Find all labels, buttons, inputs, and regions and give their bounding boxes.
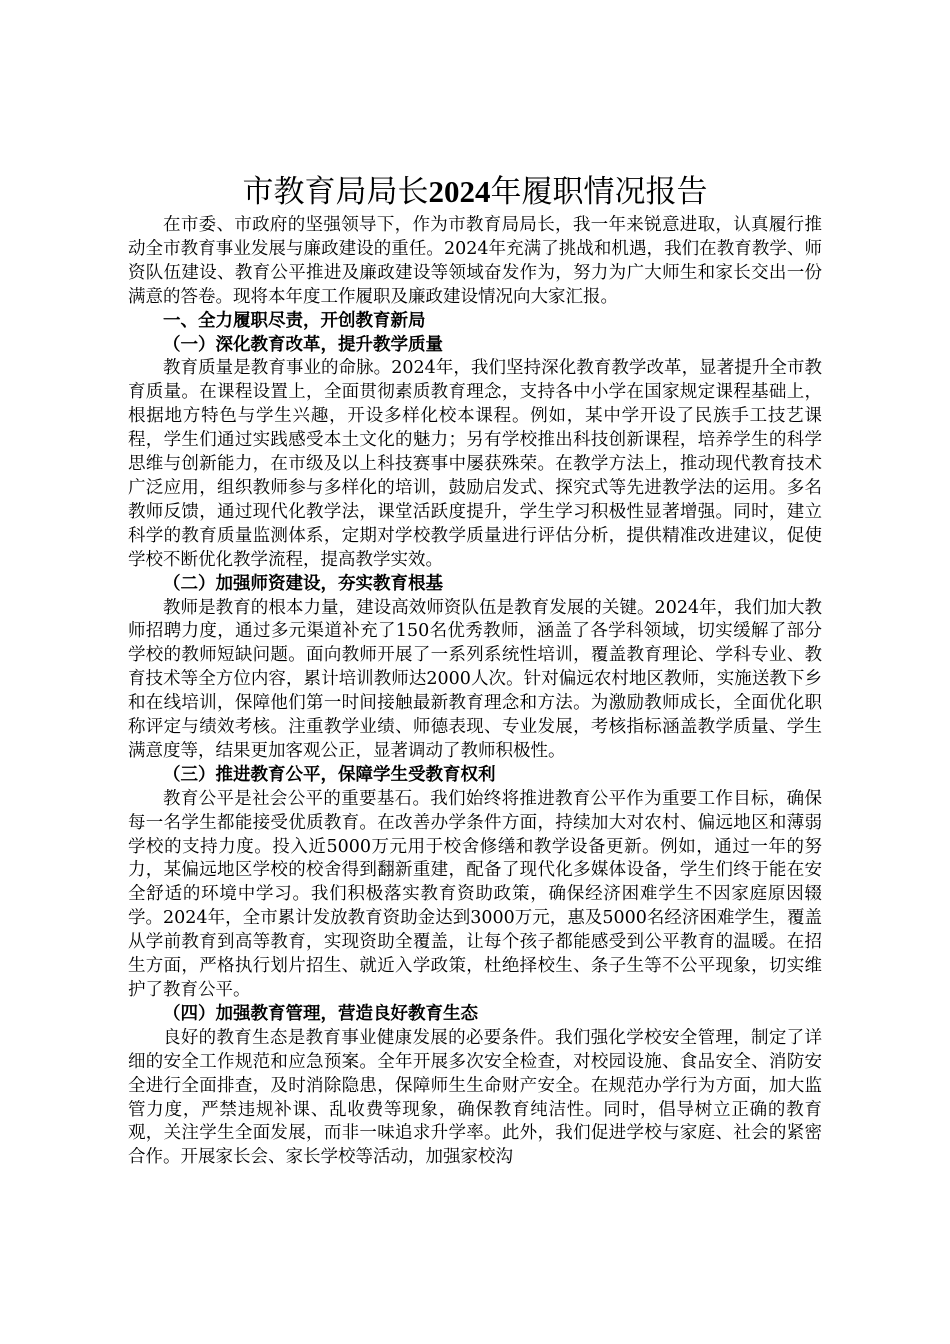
subsection-body-4: 良好的教育生态是教育事业健康发展的必要条件。我们强化学校安全管理，制定了详细的安全工作规范和应急预案。全年开展多次安全检查，对校园设施、食品安全、消防安全进行全面排查，及时消除隐患，保障师生生命财产安全。在规范办学行为方面，加大监管力度，严禁违规补课、乱收费等现象，确保教育纯洁性。同时，倡导树立正确的教育观，关注学生全面发展，而非一味追求升学率。此外，我们促进学校与家庭、社会的紧密合作。开展家长会、家长学校等活动，加强家校沟 <box>128 1027 822 1168</box>
page-title <box>128 170 822 214</box>
subsection-body-1: 教育质量是教育事业的命脉。2024年，我们坚持深化教育教学改革，显著提升全市教育质量。在课程设置上，全面贯彻素质教育理念，支持各中小学在国家规定课程基础上，根据地方特色与学生兴趣，开设多样化校本课程。例如，某中学开设了民族手工技艺课程，学生们通过实践感受本土文化的魅力；另有学校推出科技创新课程，培养学生的科学思维与创新能力，在市级及以上科技赛事中屡获殊荣。在教学方法上，推动现代教育技术广泛应用，组织教师参与多样化的培训，鼓励启发式、探究式等先进教学法的运用。多名教师反馈，通过现代化教学法，课堂活跃度提升，学生学习积极性显著增强。同时，建立科学的教育质量监测体系，定期对学校教学质量进行评估分析，提供精准改进建议，促使学校不断优化教学流程，提高教学实效。 <box>128 358 822 570</box>
subsection-heading-1: （一）深化教育改革，提升教学质量 <box>163 334 443 355</box>
title-suffix: 年履职情况报告 <box>490 174 708 210</box>
intro-paragraph: 在市委、市政府的坚强领导下，作为市教育局局长，我一年来锐意进取，认真履行推动全市教育事业发展与廉政建设的重任。2024年充满了挑战和机遇，我们在教育教学、师资队伍建设、教育公平推进及廉政建设等领域奋发作为，努力为广大师生和家长交出一份满意的答卷。现将本年度工作履职及廉政建设情况向大家汇报。 <box>128 215 822 307</box>
subsection-body-3: 教育公平是社会公平的重要基石。我们始终将推进教育公平作为重要工作目标，确保每一名学生都能接受优质教育。在改善办学条件方面，持续加大对农村、偏远地区和薄弱学校的支持力度。投入近5000万元用于校舍修缮和教学设备更新。例如，通过一年的努力，某偏远地区学校的校舍得到翻新重建，配备了现代化多媒体设备，学生们终于能在安全舒适的环境中学习。我们积极落实教育资助政策，确保经济困难学生不因家庭原因辍学。2024年，全市累计发放教育资助金达到3000万元，惠及5000名经济困难学生，覆盖从学前教育到高等教育，实现资助全覆盖，让每个孩子都能感受到公平教育的温暖。在招生方面，严格执行划片招生、就近入学政策，杜绝择校生、条子生等不公平现象，切实维护了教育公平。 <box>128 788 822 1000</box>
subsection-heading-4: （四）加强教育管理，营造良好教育生态 <box>163 1003 478 1024</box>
subsection-body-2: 教师是教育的根本力量，建设高效师资队伍是教育发展的关键。2024年，我们加大教师招聘力度，通过多元渠道补充了150名优秀教师，涵盖了各学科领域，切实缓解了部分学校的教师短缺问题。面向教师开展了一系列系统性培训，覆盖教育理论、学科专业、教育技术等全方位内容，累计培训教师达2000人次。针对偏远农村地区教师，实施送教下乡和在线培训，保障他们第一时间接触最新教育理念和方法。为激励教师成长，全面优化职称评定与绩效考核。注重教学业绩、师德表现、专业发展，考核指标涵盖教学质量、学生满意度等，结果更加客观公正，显著调动了教师积极性。 <box>128 597 822 761</box>
section-heading-1: 一、全力履职尽责，开创教育新局 <box>163 310 426 331</box>
subsection-heading-2: （二）加强师资建设，夯实教育根基 <box>163 573 443 594</box>
document-body <box>128 170 822 1170</box>
title-year: 2024 <box>428 174 491 209</box>
subsection-heading-3: （三）推进教育公平，保障学生受教育权利 <box>163 764 496 785</box>
title-prefix: 市教育局局长 <box>242 174 429 210</box>
